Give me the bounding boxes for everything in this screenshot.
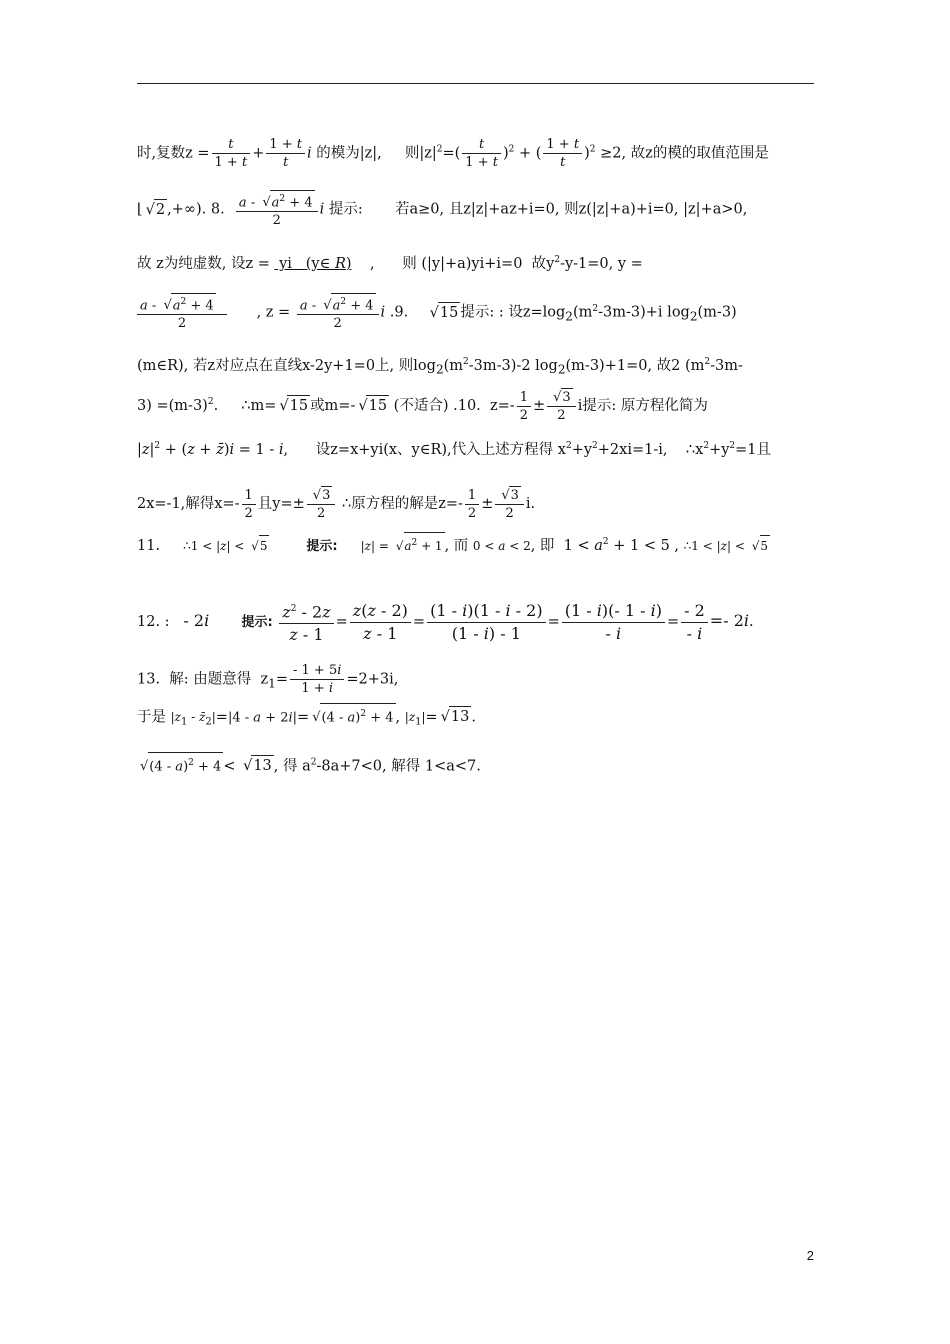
text-line-3: 故 z为纯虚数, 设z = yi (y∈ R) , 则 (|y|+a)yi+i=0 故$y^2-y-1=0$, y = bbox=[137, 255, 643, 272]
page-number: 2 bbox=[806, 1248, 814, 1263]
text-line-13: 13. 解: 由题意得 $z_1=$ $\frac{- 1 + 5i}{1 + i}$ =2+3i, bbox=[137, 663, 399, 696]
text-line-4: $\frac{a - √ a^2 + 4}{2}$ , z = $\frac{a - √ a^2 + 4}{2}$ i .9. √ 15 提示: : 设$z=\log_2(m^2-3m-3)+i$ $\log_2(m-3)$ bbox=[137, 293, 737, 332]
text-line-5: (m∈R), 若z对应点在直线x-2y+1=0上, 则$\log_2(m^2-3m-3)-2$ $\log_2(m-3)+1=0$, 故2 ($m^2-3m-$ bbox=[137, 357, 743, 377]
text-line-8: 2x=-1,解得x=- $\frac{1}{2}$ 且y=± √ $\frac{3}{2}$ ∴原方程的解是z=- $\frac{1}{2}$ ± √ $\frac{3}{2}$ i. bbox=[137, 486, 535, 522]
text-line-1: 时,复数z = $\frac{t}{1 + t}$ + $\frac{1 + t}{t}$ i 的模为|z|, 则$|z|^2=$( $\frac{t}{1 + t}$ )$^2$ + ( $\frac{1 + t}{t}$ )$^2$ ≥2, 故z的模的取值范围是 bbox=[137, 137, 769, 170]
text-line-15: √ (4 - a)$^2$ + 4 < √ 13 , 得 $a^2-8a+7<0$, 解得 1<a<7. bbox=[137, 752, 481, 777]
header-rule bbox=[137, 83, 814, 84]
text-line-12: 12. : - 2i 提示: $\frac{z^2 - 2z}{z - 1}$ = $\frac{z(z - 2)}{z - 1}$ = $\frac{(1 - i)(1 - i - 2)}{(1 - i) - 1}$ = $\frac{(1 - i)(- 1 - i)}{- i}$ = $\frac{- 2}{- i}$ =- 2i. bbox=[137, 598, 754, 646]
text-line-11: 11. ∴1 < |z| < √ 5 提示: |z| = √ $a^2 + 1$ , 而 0 < a < 2, 即 $1 < a^2 + 1 < 5$ , ∴1 < |z| < √ 5 bbox=[137, 532, 770, 557]
text-line-14: 于是 $|z_1$ - $z̄_2|=|4 - a + 2i|=√$ (4 - a)$^2$ + 4 , $|z_1|=√$ 13 . bbox=[137, 703, 476, 733]
text-line-2: ⌊√ 2 ,+∞). 8. $\frac{a - √ a^2 + 4}{2}$ i 提示: 若a≥0, 且z|z|+az+i=0, 则z(|z|+a)+i=0, |z|+a>0, bbox=[137, 190, 747, 229]
text-line-7: $|z|^2 + (z$ + z̄)i = 1 - i, 设z=x+yi(x、y∈R),代入上述方程得 $x^2+y^2+2xi=1-i$, $\therefore x^2+y^2=1$且 bbox=[137, 441, 772, 458]
text-line-6: $3) =(m-3)^2$. ∴m=√ 15 或m=-√ 15 (不适合) .10. z=- $\frac{1}{2}$ ± √ $\frac{3}{2}$ i提示: 原方程化简为 bbox=[137, 388, 708, 424]
